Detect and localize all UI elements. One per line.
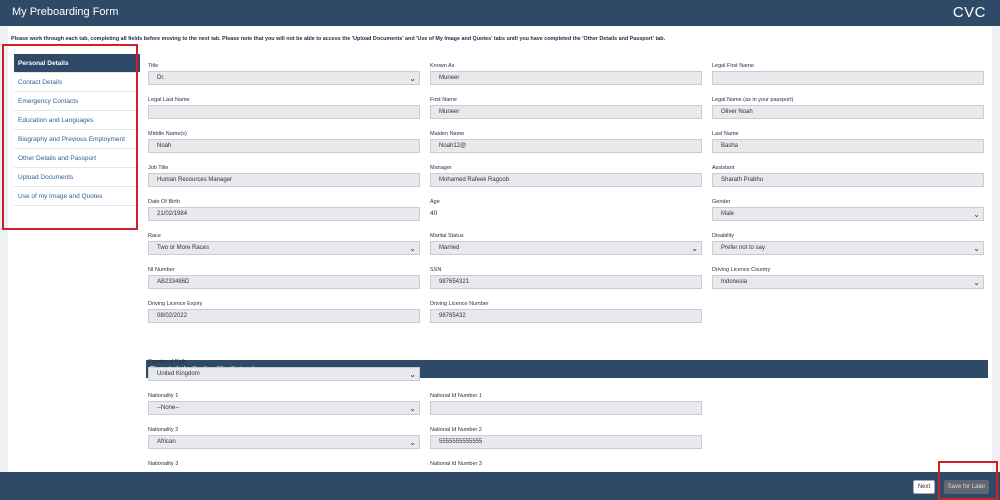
ni-number-field — [148, 266, 420, 289]
form-page — [8, 26, 992, 472]
last-name-label: Last Name — [712, 131, 739, 137]
driving-licence-number-label: Driving Licence Number — [430, 301, 489, 307]
driving-licence-expiry-field — [148, 300, 420, 323]
chevron-down-icon: ⌄ — [973, 210, 980, 219]
manager-input[interactable]: Mohamed Rafeek Ragoob — [430, 173, 702, 187]
nationality-1-select[interactable]: --None-- ⌄ — [148, 401, 420, 415]
middle-names-field — [148, 130, 420, 153]
legal-first-name-input[interactable] — [712, 71, 984, 85]
legal-name-passport-input[interactable]: Oliver Noah — [712, 105, 984, 119]
chevron-down-icon: ⌄ — [973, 278, 980, 287]
ni-number-input[interactable]: AB233486D — [148, 275, 420, 289]
disability-field — [712, 232, 984, 255]
next-button[interactable]: Next — [913, 480, 935, 494]
gender-field — [712, 198, 984, 221]
sidebar-item-upload-documents[interactable]: Upload Documents — [14, 168, 140, 187]
age-field — [430, 198, 702, 221]
assistant-field — [712, 164, 984, 187]
legal-name-passport-label: Legal Name (as in your passport) — [712, 97, 794, 103]
disability-select[interactable]: Prefer not to say ⌄ — [712, 241, 984, 255]
driving-licence-expiry-label: Driving Licence Expiry — [148, 301, 203, 307]
assistant-input[interactable]: Sharath Prabhu — [712, 173, 984, 187]
sidebar-item-personal-details[interactable]: Personal Details — [14, 54, 140, 73]
date-of-birth-input[interactable]: 21/02/1984 — [148, 207, 420, 221]
company-logo: CVC — [952, 4, 986, 21]
race-select[interactable]: Two or More Races ⌄ — [148, 241, 420, 255]
national-id-1-input[interactable] — [430, 401, 702, 415]
race-field — [148, 232, 420, 255]
maiden-name-input[interactable]: Noah12@ — [430, 139, 702, 153]
save-button-highlight-box — [938, 461, 998, 500]
disability-label: Disability — [712, 233, 735, 239]
legal-first-name-label: Legal First Name — [712, 63, 754, 69]
first-name-label: First Name — [430, 97, 457, 103]
save-for-later-button[interactable]: Save for Later — [944, 480, 989, 494]
sidebar-item-image-quotes[interactable]: Use of my Image and Quotes — [14, 187, 140, 206]
maiden-name-label: Maiden Name — [430, 131, 465, 137]
nationality-2-select[interactable]: African ⌄ — [148, 435, 420, 449]
date-of-birth-field — [148, 198, 420, 221]
legal-last-name-input[interactable] — [148, 105, 420, 119]
instructions-text: Please work through each tab, completing all fields before moving to the next tab. Please note that you will not be able to access the 'Upload Documents' and 'Use of My Image and Quotes' tabs until you have completed the 'Other Details and Passport' tab. — [11, 36, 666, 42]
ssn-input[interactable]: 987654321 — [430, 275, 702, 289]
ssn-field — [430, 266, 702, 289]
race-label: Race — [148, 233, 161, 239]
first-name-field — [430, 96, 702, 119]
legal-last-name-field — [148, 96, 420, 119]
age-value: 40 — [430, 210, 438, 217]
age-label: Age — [430, 199, 440, 205]
marital-status-label: Marital Status — [430, 233, 464, 239]
job-title-label: Job Title — [148, 165, 169, 171]
driving-licence-expiry-input[interactable]: 08/02/2022 — [148, 309, 420, 323]
legal-first-name-field — [712, 62, 984, 85]
first-name-input[interactable]: Muneer — [430, 105, 702, 119]
last-name-field — [712, 130, 984, 153]
last-name-input[interactable]: Basha — [712, 139, 984, 153]
nationality-3-label: Nationality 3 — [148, 461, 179, 467]
sidebar-item-education-languages[interactable]: Education and Languages — [14, 111, 140, 130]
driving-licence-country-select[interactable]: Indonesia ⌄ — [712, 275, 984, 289]
ssn-label: SSN — [430, 267, 442, 273]
country-of-birth-select[interactable]: United Kingdom ⌄ — [148, 367, 420, 381]
maiden-name-field — [430, 130, 702, 153]
sidebar-highlight-box — [2, 44, 138, 230]
nationality-1-field — [148, 392, 420, 415]
sidebar-item-other-details-passport[interactable]: Other Details and Passport — [14, 149, 140, 168]
chevron-down-icon: ⌄ — [409, 370, 416, 379]
title-field — [148, 62, 420, 85]
driving-licence-number-field — [430, 300, 702, 323]
chevron-down-icon: ⌄ — [409, 74, 416, 83]
national-id-2-field — [430, 426, 702, 449]
nationality-3-field — [148, 460, 420, 469]
chevron-down-icon: ⌄ — [409, 438, 416, 447]
chevron-down-icon: ⌄ — [409, 404, 416, 413]
country-of-birth-field — [148, 358, 420, 381]
assistant-label: Assistant — [712, 165, 735, 171]
middle-names-input[interactable]: Noah — [148, 139, 420, 153]
national-id-2-input[interactable]: 5555555555555 — [430, 435, 702, 449]
legal-name-passport-field — [712, 96, 984, 119]
page-title: My Preboarding Form — [12, 6, 119, 18]
job-title-input[interactable]: Human Resources Manager — [148, 173, 420, 187]
form-footer — [0, 472, 1000, 500]
app-header — [0, 0, 1000, 26]
legal-last-name-label: Legal Last Name — [148, 97, 190, 103]
ni-number-label: NI Number — [148, 267, 175, 273]
chevron-down-icon: ⌄ — [691, 244, 698, 253]
national-id-3-label: National Id Number 3 — [430, 461, 482, 467]
title-select[interactable]: Dr. ⌄ — [148, 71, 420, 85]
date-of-birth-label: Date Of Birth — [148, 199, 180, 205]
title-label: Title — [148, 63, 159, 69]
national-id-1-label: National Id Number 1 — [430, 393, 482, 399]
gender-select[interactable]: Male ⌄ — [712, 207, 984, 221]
sidebar-item-emergency-contacts[interactable]: Emergency Contacts — [14, 92, 140, 111]
marital-status-select[interactable]: Married ⌄ — [430, 241, 702, 255]
national-id-3-field — [430, 460, 702, 469]
job-title-field — [148, 164, 420, 187]
manager-field — [430, 164, 702, 187]
chevron-down-icon: ⌄ — [409, 244, 416, 253]
sidebar-item-biography-employment[interactable]: Biography and Previous Employment — [14, 130, 140, 149]
known-as-input[interactable]: Muneer — [430, 71, 702, 85]
country-of-birth-label: Country of Birth — [148, 359, 187, 365]
driving-licence-country-label: Driving Licence Country — [712, 267, 771, 273]
driving-licence-country-field — [712, 266, 984, 289]
nationality-2-label: Nationality 2 — [148, 427, 179, 433]
middle-names-label: Middle Name(s) — [148, 131, 187, 137]
known-as-field — [430, 62, 702, 85]
sidebar-item-contact-details[interactable]: Contact Details — [14, 73, 140, 92]
driving-licence-number-input[interactable]: 98765432 — [430, 309, 702, 323]
nationality-2-field — [148, 426, 420, 449]
national-id-2-label: National Id Number 2 — [430, 427, 482, 433]
manager-label: Manager — [430, 165, 452, 171]
known-as-label: Known As — [430, 63, 455, 69]
chevron-down-icon: ⌄ — [973, 244, 980, 253]
marital-status-field — [430, 232, 702, 255]
national-id-1-field — [430, 392, 702, 415]
nationality-1-label: Nationality 1 — [148, 393, 179, 399]
gender-label: Gender — [712, 199, 731, 205]
